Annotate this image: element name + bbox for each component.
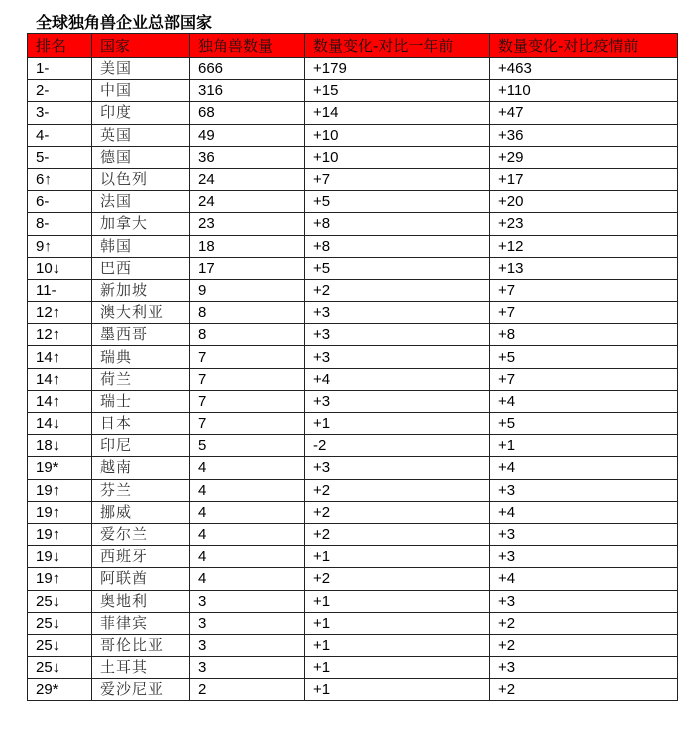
count-cell: 4 <box>190 479 305 501</box>
rank-cell: 19↑ <box>28 501 92 523</box>
change-pandemic-cell: +3 <box>490 657 678 679</box>
change-year-cell: +1 <box>305 679 490 701</box>
country-cell: 阿联酋 <box>92 568 190 590</box>
rank-cell: 14↑ <box>28 368 92 390</box>
rank-cell: 10↓ <box>28 257 92 279</box>
table-row <box>28 657 678 679</box>
change-pandemic-cell: +3 <box>490 479 678 501</box>
table-row <box>28 634 678 656</box>
count-cell: 4 <box>190 546 305 568</box>
country-cell: 韩国 <box>92 235 190 257</box>
country-cell: 芬兰 <box>92 479 190 501</box>
change-year-cell: +5 <box>305 191 490 213</box>
table-row <box>28 279 678 301</box>
count-cell: 4 <box>190 523 305 545</box>
change-pandemic-cell: +7 <box>490 302 678 324</box>
table-row <box>28 368 678 390</box>
count-cell: 666 <box>190 58 305 80</box>
country-cell: 澳大利亚 <box>92 302 190 324</box>
rank-cell: 19* <box>28 457 92 479</box>
table-row <box>28 679 678 701</box>
change-year-cell: +2 <box>305 568 490 590</box>
change-pandemic-cell: +17 <box>490 168 678 190</box>
header-rank: 排名 <box>28 34 92 58</box>
change-pandemic-cell: +4 <box>490 457 678 479</box>
rank-cell: 19↑ <box>28 523 92 545</box>
country-cell: 越南 <box>92 457 190 479</box>
count-cell: 49 <box>190 124 305 146</box>
count-cell: 2 <box>190 679 305 701</box>
table-row <box>28 612 678 634</box>
rank-cell: 25↓ <box>28 590 92 612</box>
country-cell: 加拿大 <box>92 213 190 235</box>
country-cell: 印尼 <box>92 435 190 457</box>
rank-cell: 6- <box>28 191 92 213</box>
rank-cell: 29* <box>28 679 92 701</box>
change-pandemic-cell: +2 <box>490 679 678 701</box>
table-row <box>28 58 678 80</box>
change-pandemic-cell: +7 <box>490 368 678 390</box>
table-row <box>28 191 678 213</box>
change-pandemic-cell: +2 <box>490 612 678 634</box>
country-cell: 以色列 <box>92 168 190 190</box>
country-cell: 巴西 <box>92 257 190 279</box>
rank-cell: 25↓ <box>28 657 92 679</box>
rank-cell: 25↓ <box>28 634 92 656</box>
header-change-vs-year-ago: 数量变化-对比一年前 <box>305 34 490 58</box>
change-year-cell: +2 <box>305 523 490 545</box>
change-pandemic-cell: +5 <box>490 413 678 435</box>
change-year-cell: +2 <box>305 501 490 523</box>
table-row <box>28 324 678 346</box>
change-pandemic-cell: +20 <box>490 191 678 213</box>
table-row <box>28 235 678 257</box>
count-cell: 36 <box>190 146 305 168</box>
change-pandemic-cell: +2 <box>490 634 678 656</box>
count-cell: 3 <box>190 612 305 634</box>
change-pandemic-cell: +13 <box>490 257 678 279</box>
change-pandemic-cell: +1 <box>490 435 678 457</box>
change-pandemic-cell: +110 <box>490 80 678 102</box>
country-cell: 法国 <box>92 191 190 213</box>
count-cell: 316 <box>190 80 305 102</box>
count-cell: 8 <box>190 302 305 324</box>
country-cell: 荷兰 <box>92 368 190 390</box>
change-year-cell: +14 <box>305 102 490 124</box>
change-year-cell: +2 <box>305 279 490 301</box>
change-pandemic-cell: +4 <box>490 568 678 590</box>
count-cell: 3 <box>190 590 305 612</box>
count-cell: 68 <box>190 102 305 124</box>
count-cell: 24 <box>190 168 305 190</box>
table-row <box>28 390 678 412</box>
count-cell: 7 <box>190 390 305 412</box>
table-row <box>28 546 678 568</box>
rank-cell: 8- <box>28 213 92 235</box>
change-year-cell: +5 <box>305 257 490 279</box>
rank-cell: 3- <box>28 102 92 124</box>
count-cell: 5 <box>190 435 305 457</box>
header-country: 国家 <box>92 34 190 58</box>
count-cell: 18 <box>190 235 305 257</box>
table-row <box>28 501 678 523</box>
table-row <box>28 213 678 235</box>
rank-cell: 12↑ <box>28 324 92 346</box>
change-pandemic-cell: +3 <box>490 523 678 545</box>
country-cell: 新加坡 <box>92 279 190 301</box>
change-year-cell: +1 <box>305 413 490 435</box>
rank-cell: 2- <box>28 80 92 102</box>
change-year-cell: +3 <box>305 302 490 324</box>
header-change-vs-pre-pandemic: 数量变化-对比疫情前 <box>490 34 678 58</box>
rank-cell: 4- <box>28 124 92 146</box>
change-year-cell: +3 <box>305 457 490 479</box>
change-pandemic-cell: +5 <box>490 346 678 368</box>
country-cell: 爱沙尼亚 <box>92 679 190 701</box>
change-year-cell: +3 <box>305 346 490 368</box>
change-pandemic-cell: +36 <box>490 124 678 146</box>
rank-cell: 19↓ <box>28 546 92 568</box>
country-cell: 哥伦比亚 <box>92 634 190 656</box>
rank-cell: 12↑ <box>28 302 92 324</box>
table-row <box>28 168 678 190</box>
table-row <box>28 590 678 612</box>
change-year-cell: +179 <box>305 58 490 80</box>
count-cell: 8 <box>190 324 305 346</box>
change-pandemic-cell: +3 <box>490 546 678 568</box>
change-year-cell: +1 <box>305 612 490 634</box>
rank-cell: 6↑ <box>28 168 92 190</box>
count-cell: 7 <box>190 346 305 368</box>
country-cell: 英国 <box>92 124 190 146</box>
country-cell: 土耳其 <box>92 657 190 679</box>
count-cell: 24 <box>190 191 305 213</box>
change-year-cell: -2 <box>305 435 490 457</box>
count-cell: 3 <box>190 657 305 679</box>
rank-cell: 1- <box>28 58 92 80</box>
country-cell: 瑞典 <box>92 346 190 368</box>
change-year-cell: +2 <box>305 479 490 501</box>
change-year-cell: +3 <box>305 390 490 412</box>
change-year-cell: +1 <box>305 657 490 679</box>
count-cell: 7 <box>190 413 305 435</box>
country-cell: 印度 <box>92 102 190 124</box>
change-year-cell: +10 <box>305 146 490 168</box>
table-row <box>28 523 678 545</box>
header-unicorn-count: 独角兽数量 <box>190 34 305 58</box>
rank-cell: 19↑ <box>28 479 92 501</box>
table-row <box>28 457 678 479</box>
change-year-cell: +4 <box>305 368 490 390</box>
country-cell: 瑞士 <box>92 390 190 412</box>
change-year-cell: +1 <box>305 546 490 568</box>
change-year-cell: +3 <box>305 324 490 346</box>
rank-cell: 5- <box>28 146 92 168</box>
rank-cell: 14↑ <box>28 390 92 412</box>
rank-cell: 14↑ <box>28 346 92 368</box>
count-cell: 4 <box>190 501 305 523</box>
table-row <box>28 413 678 435</box>
header-row <box>28 34 678 58</box>
change-year-cell: +1 <box>305 634 490 656</box>
table-row <box>28 257 678 279</box>
change-pandemic-cell: +8 <box>490 324 678 346</box>
country-cell: 中国 <box>92 80 190 102</box>
change-pandemic-cell: +47 <box>490 102 678 124</box>
count-cell: 4 <box>190 457 305 479</box>
table-row <box>28 568 678 590</box>
change-pandemic-cell: +29 <box>490 146 678 168</box>
country-cell: 奥地利 <box>92 590 190 612</box>
unicorn-country-table <box>27 33 678 701</box>
change-year-cell: +10 <box>305 124 490 146</box>
count-cell: 9 <box>190 279 305 301</box>
rank-cell: 18↓ <box>28 435 92 457</box>
change-year-cell: +8 <box>305 235 490 257</box>
count-cell: 17 <box>190 257 305 279</box>
change-pandemic-cell: +4 <box>490 390 678 412</box>
table-row <box>28 302 678 324</box>
country-cell: 日本 <box>92 413 190 435</box>
table-row <box>28 80 678 102</box>
country-cell: 西班牙 <box>92 546 190 568</box>
change-pandemic-cell: +12 <box>490 235 678 257</box>
count-cell: 23 <box>190 213 305 235</box>
country-cell: 菲律宾 <box>92 612 190 634</box>
rank-cell: 9↑ <box>28 235 92 257</box>
change-year-cell: +7 <box>305 168 490 190</box>
table-row <box>28 346 678 368</box>
country-cell: 墨西哥 <box>92 324 190 346</box>
rank-cell: 11- <box>28 279 92 301</box>
change-pandemic-cell: +463 <box>490 58 678 80</box>
table-row <box>28 435 678 457</box>
country-cell: 美国 <box>92 58 190 80</box>
count-cell: 7 <box>190 368 305 390</box>
change-pandemic-cell: +7 <box>490 279 678 301</box>
change-year-cell: +1 <box>305 590 490 612</box>
change-pandemic-cell: +23 <box>490 213 678 235</box>
change-pandemic-cell: +3 <box>490 590 678 612</box>
page-title: 全球独角兽企业总部国家 <box>36 13 213 32</box>
table-row <box>28 102 678 124</box>
count-cell: 3 <box>190 634 305 656</box>
country-cell: 爱尔兰 <box>92 523 190 545</box>
country-cell: 挪威 <box>92 501 190 523</box>
rank-cell: 25↓ <box>28 612 92 634</box>
table-row <box>28 146 678 168</box>
change-year-cell: +8 <box>305 213 490 235</box>
table-row <box>28 479 678 501</box>
rank-cell: 19↑ <box>28 568 92 590</box>
count-cell: 4 <box>190 568 305 590</box>
table-row <box>28 124 678 146</box>
change-pandemic-cell: +4 <box>490 501 678 523</box>
change-year-cell: +15 <box>305 80 490 102</box>
rank-cell: 14↓ <box>28 413 92 435</box>
country-cell: 德国 <box>92 146 190 168</box>
